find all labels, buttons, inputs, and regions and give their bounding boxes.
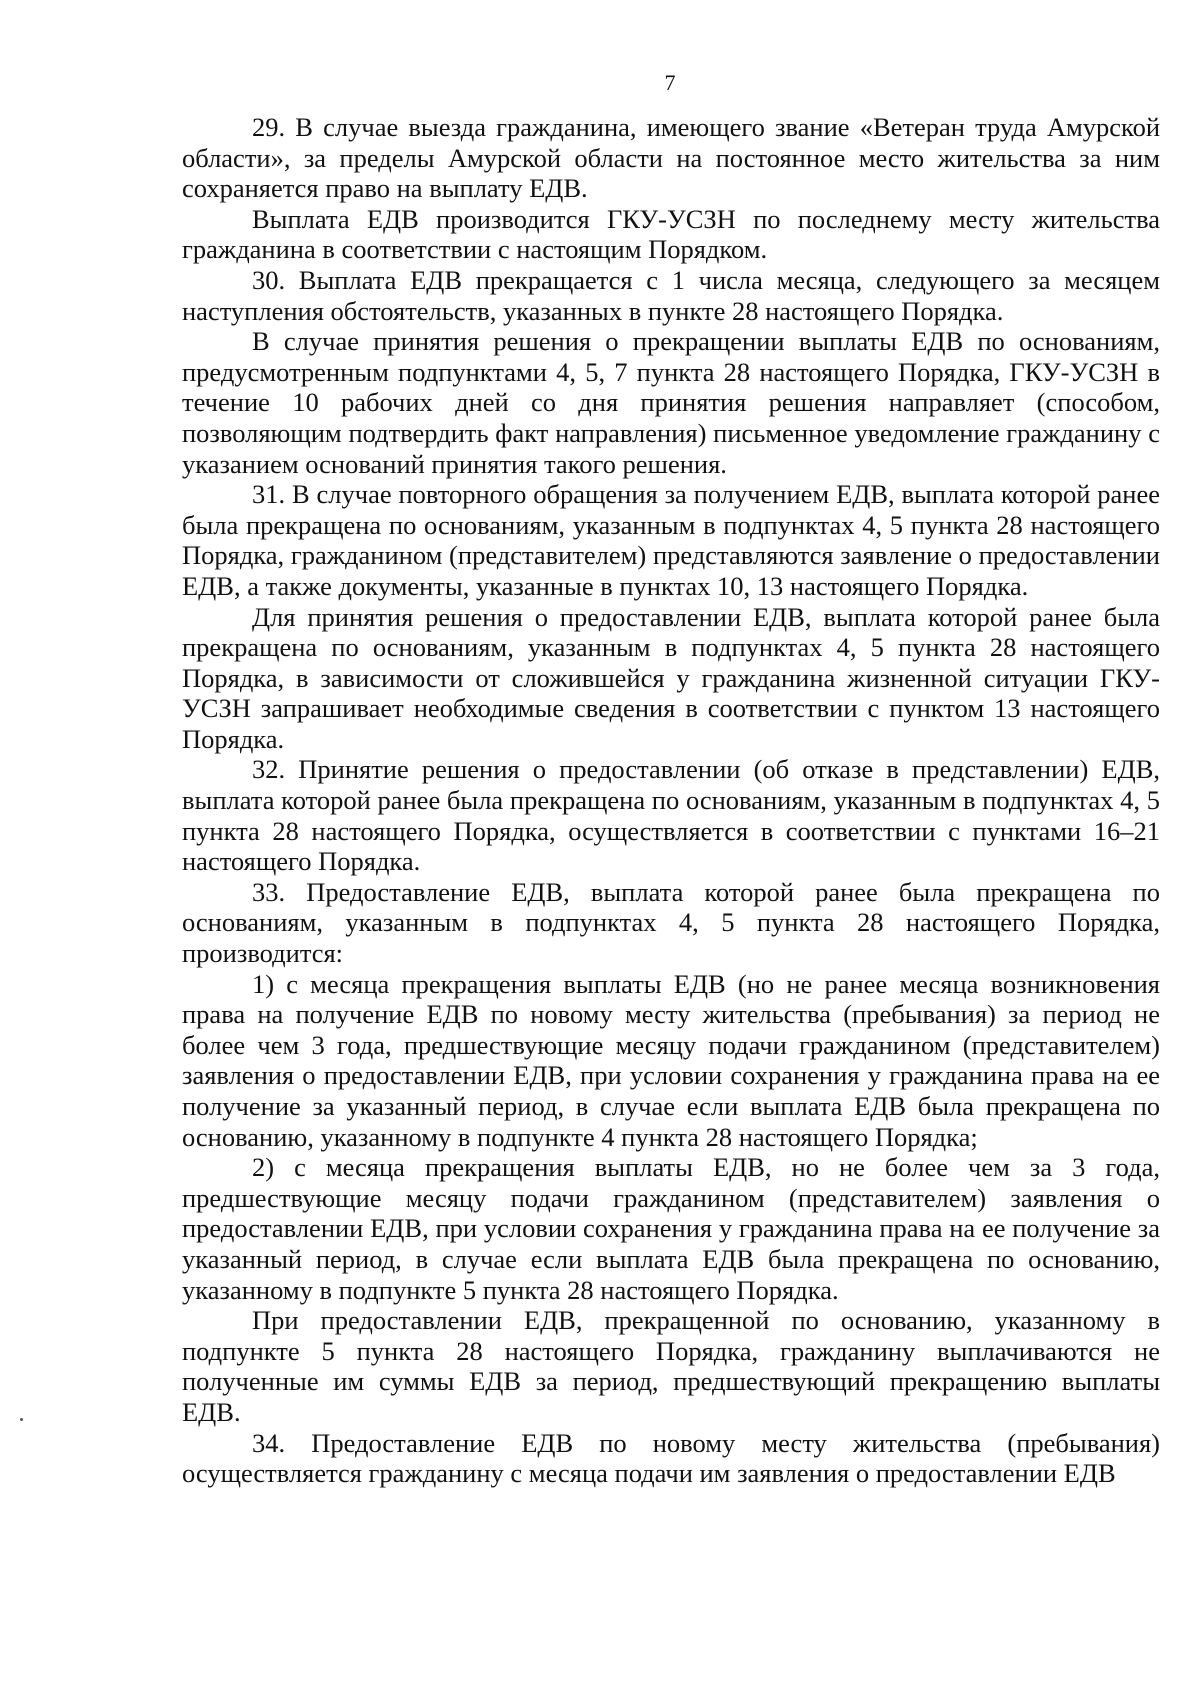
paragraph-30: 30. Выплата ЕДВ прекращается с 1 числа месяца, следующего за месяцем наступления обстоятельств, указанных в пункте 28 настоящего Порядка.: [182, 264, 1160, 326]
paragraph-29: 29. В случае выезда гражданина, имеющего звание «Ветеран труда Амурской области», за пределы Амурской области на постоянное место жительства за ним сохраняется право на выплату ЕДВ.: [182, 112, 1160, 204]
paragraph-33-item-2: 2) с месяца прекращения выплаты ЕДВ, но не более чем за 3 года, предшествующие месяцу подачи гражданином (представителем) заявления о предоставлении ЕДВ, при условии сохранения у гражданина права на ее получение за указанный период, в случае если выплата ЕДВ была прекращена по основанию, указанному в подпункте 5 пункта 28 настоящего Порядка.: [182, 1152, 1160, 1305]
paragraph-33-unpaid-sums: При предоставлении ЕДВ, прекращенной по основанию, указанному в подпункте 5 пункта 28 настоящего Порядка, гражданину выплачиваются не полученные им суммы ЕДВ за период, предшествующий прекращению выплаты ЕДВ.: [182, 1305, 1160, 1427]
document-body: [182, 112, 1160, 1489]
paragraph-33: 33. Предоставление ЕДВ, выплата которой ранее была прекращена по основаниям, указанным в подпунктах 4, 5 пункта 28 настоящего Порядка, производится:: [182, 876, 1160, 969]
paragraph-32: 32. Принятие решения о предоставлении (об отказе в представлении) ЕДВ, выплата которой ранее была прекращена по основаниям, указанным в подпунктах 4, 5 пункта 28 настоящего Порядка, осуществляется в соответствии с пунктами 16–21 настоящего Порядка.: [182, 754, 1160, 877]
paragraph-33-item-1: 1) с месяца прекращения выплаты ЕДВ (но не ранее месяца возникновения права на получение ЕДВ по новому месту жительства (пребывания) за период не более чем 3 года, предшествующие месяцу подачи гражданином (представителем) заявления о предоставлении ЕДВ, при условии сохранения у гражданина права на ее получение за указанный период, в случае если выплата ЕДВ была прекращена по основанию, указанному в подпункте 4 пункта 28 настоящего Порядка;: [182, 968, 1160, 1152]
scan-speck: [20, 1418, 23, 1421]
paragraph-34: 34. Предоставление ЕДВ по новому месту жительства (пребывания) осуществляется гражданину с месяца подачи им заявления о предоставлении ЕДВ: [182, 1427, 1160, 1489]
page-number: 7: [664, 70, 676, 95]
paragraph-30-notification: В случае принятия решения о прекращении выплаты ЕДВ по основаниям, предусмотренным подпунктами 4, 5, 7 пункта 28 настоящего Порядка, ГКУ-УСЗН в течение 10 рабочих дней со дня принятия решения направляет (способом, позволяющим подтвердить факт направления) письменное уведомление гражданину с указанием оснований принятия такого решения.: [182, 326, 1160, 479]
paragraph-31-decision: Для принятия решения о предоставлении ЕДВ, выплата которой ранее была прекращена по основаниям, указанным в подпунктах 4, 5 пункта 28 настоящего Порядка, в зависимости от сложившейся у гражданина жизненной ситуации ГКУ-УСЗН запрашивает необходимые сведения в соответствии с пунктом 13 настоящего Порядка.: [182, 601, 1160, 754]
paragraph-29-payment: Выплата ЕДВ производится ГКУ-УСЗН по последнему месту жительства гражданина в соответствии с настоящим Порядком.: [182, 203, 1160, 265]
paragraph-31: 31. В случае повторного обращения за получением ЕДВ, выплата которой ранее была прекращена по основаниям, указанным в подпунктах 4, 5 пункта 28 настоящего Порядка, гражданином (представителем) представляются заявление о предоставлении ЕДВ, а также документы, указанные в пунктах 10, 13 настоящего Порядка.: [182, 479, 1160, 601]
